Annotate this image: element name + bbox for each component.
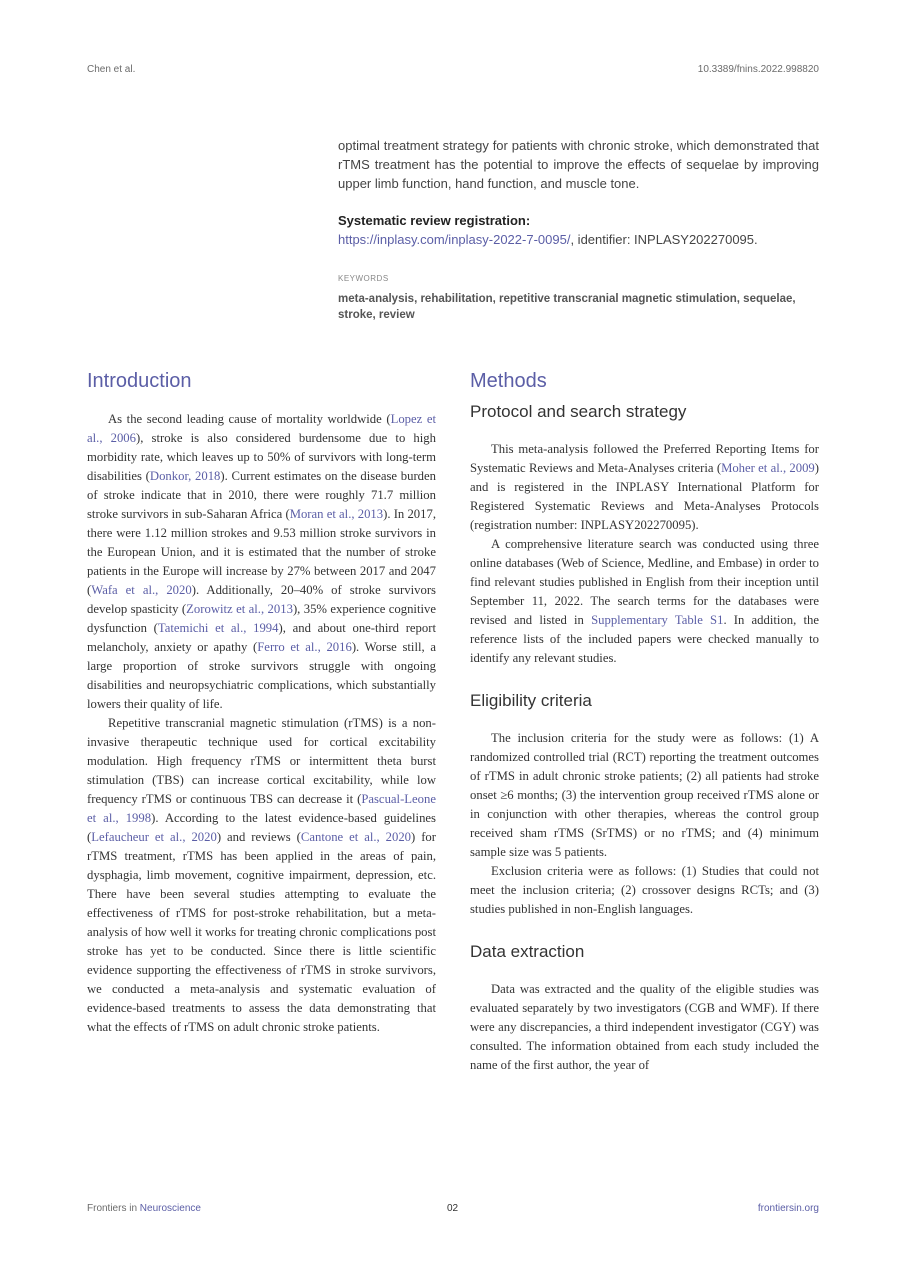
text-run: ) and is registered in the INPLASY International Platform for Registered Systematic Reviews and Meta-Analyses Protocols (registration number: INPLASY202270095). [470,461,820,532]
introduction-heading: Introduction [87,370,192,392]
text-run: ) and reviews ( [216,830,301,844]
text-run: ). Worse still, a large proportion of stroke survivors struggle with ongoing disabilities and neuropsychiatric complications, which substantially lowers their quality of life. [87,640,436,711]
text-run: ) for rTMS treatment, rTMS has been applied in the areas of pain, dysphagia, limb movement, cognitive impairment, depression, etc. There have been several studies attempting to evaluate the effectiveness of rTMS for post-stroke rehabilitation, but a meta-analysis of how well it works for treating chronic complications post stroke has yet to be conducted. Since there is little scientific evidence supporting the effectiveness of rTMS in stroke survivors, we conducted a meta-analysis and systematic evaluation of evidence-based treatments to assess the data demonstrating that what the effects of rTMS on adult chronic stroke patients. [87,830,436,1034]
eligibility-paragraph-2 [470,862,819,919]
citation-link[interactable]: Lefaucheur et al., 2020 [91,830,217,844]
eligibility-paragraph-1 [470,729,819,862]
text-run: ). According to the latest evidence-based guidelines ( [87,811,436,844]
citation-link[interactable]: Zorowitz et al., 2013 [186,602,293,616]
text-run: A comprehensive literature search was conducted using three online databases (Web of Science, Medline, and Embase) in order to find relevant studies published in English from their inception until September 11, 2022. The search terms for the databases were revised and listed in [470,537,819,627]
citation-link[interactable]: Lopez et al., 2006 [87,412,436,445]
citation-link[interactable]: Pascual-Leone et al., 1998 [87,792,436,825]
registration-link[interactable]: https://inplasy.com/inplasy-2022-7-0095/ [338,232,571,247]
citation-link[interactable]: Cantone et al., 2020 [300,830,412,844]
page-number: 02 [446,1203,459,1214]
eligibility-heading: Eligibility criteria [470,691,592,710]
text-run: Data was extracted and the quality of the eligible studies was evaluated separately by two investigators (CGB and WMF). If there were any discrepancies, a third independent investigator (CGY) was consulted. The information obtained from each study included the name of the first author, the year of [470,982,819,1072]
text-run: . In addition, the reference lists of the included papers were checked manually to identify any relevant studies. [470,613,819,665]
citation-link[interactable]: Tatemichi et al., 1994 [157,621,279,635]
methods-heading: Methods [470,370,547,392]
abstract-text: optimal treatment strategy for patients with chronic stroke, which demonstrated that rTMS treatment has the potential to improve the effects of sequelae by improving upper limb function, hand function, and muscle tone. [338,138,819,191]
text-run: ). In 2017, there were 1.12 million strokes and 9.53 million stroke survivors in the European Union, and it is estimated that the number of stroke patients in the Europe will increase by 27% between 2017 and 2047 ( [87,507,436,597]
text-run: This meta-analysis followed the Preferred Reporting Items for Systematic Reviews and Meta-Analyses criteria ( [470,442,819,475]
protocol-paragraph-1 [470,440,819,535]
text-run: The inclusion criteria for the study were as follows: (1) A randomized controlled trial (RCT) reporting the treatment outcomes of rTMS in adult chronic stroke patients; (2) all patients had stroke onset ≥6 months; (3) the intervention group received rTMS alone or in conjunction with other therapies, whereas the control group received sham rTMS (SrTMS) or no rTMS; and (4) minimum sample size was 5 patients. [470,731,819,859]
text-run: ), stroke is also considered burdensome due to high morbidity rate, which leaves up to 50% of survivors with long-term disabilities ( [87,431,436,483]
protocol-heading: Protocol and search strategy [470,402,687,421]
intro-paragraph-1 [87,410,436,714]
keywords-label: KEYWORDS [338,274,389,283]
protocol-paragraph-2 [470,535,819,668]
registration-identifier: , identifier: INPLASY202270095. [570,232,758,247]
keywords-list: meta-analysis, rehabilitation, repetitive transcranial magnetic stimulation, sequelae, stroke, review [338,293,796,321]
text-run: ). Current estimates on the disease burden of stroke indicate that in 2010, there were roughly 71.7 million stroke survivors in sub-Saharan Africa ( [87,469,436,521]
citation-link[interactable]: Moher et al., 2009 [721,461,815,475]
text-run: ). Additionally, 20–40% of stroke survivors develop spasticity ( [87,583,436,616]
citation-link[interactable]: Wafa et al., 2020 [91,583,192,597]
running-author: Chen et al. [87,64,136,75]
doi-label: 10.3389/fnins.2022.998820 [697,64,819,75]
citation-link[interactable]: Moran et al., 2013 [289,507,384,521]
text-run: As the second leading cause of mortality worldwide ( [108,412,391,426]
text-run: ), and about one-third report melancholy, anxiety or apathy ( [87,621,436,654]
right-column [470,366,819,1075]
extraction-heading: Data extraction [470,942,585,961]
intro-paragraph-2 [87,714,436,1037]
journal-prefix: Frontiers in [87,1203,138,1214]
extraction-paragraph-1 [470,980,819,1075]
left-column [87,366,436,1037]
registration-heading: Systematic review registration: [338,213,531,228]
citation-link[interactable]: Supplementary Table S1 [591,613,724,627]
registration-line [338,230,819,249]
abstract-block [338,136,819,323]
citation-link[interactable]: Ferro et al., 2016 [257,640,352,654]
text-run: Repetitive transcranial magnetic stimulation (rTMS) is a non-invasive therapeutic technique used for cortical excitability modulation. High frequency rTMS or intermittent theta burst stimulation (TBS) can increase cortical excitability, while low frequency rTMS or continuous TBS can decrease it ( [87,716,436,806]
site-link[interactable]: frontiersin.org [757,1203,819,1214]
text-run: ), 35% experience cognitive dysfunction ( [87,602,436,635]
text-run: Exclusion criteria were as follows: (1) Studies that could not meet the inclusion criteria; (2) crossover designs RCTs; and (3) studies published in non-English languages. [470,864,819,916]
citation-link[interactable]: Donkor, 2018 [149,469,221,483]
journal-name: Neuroscience [139,1203,201,1214]
